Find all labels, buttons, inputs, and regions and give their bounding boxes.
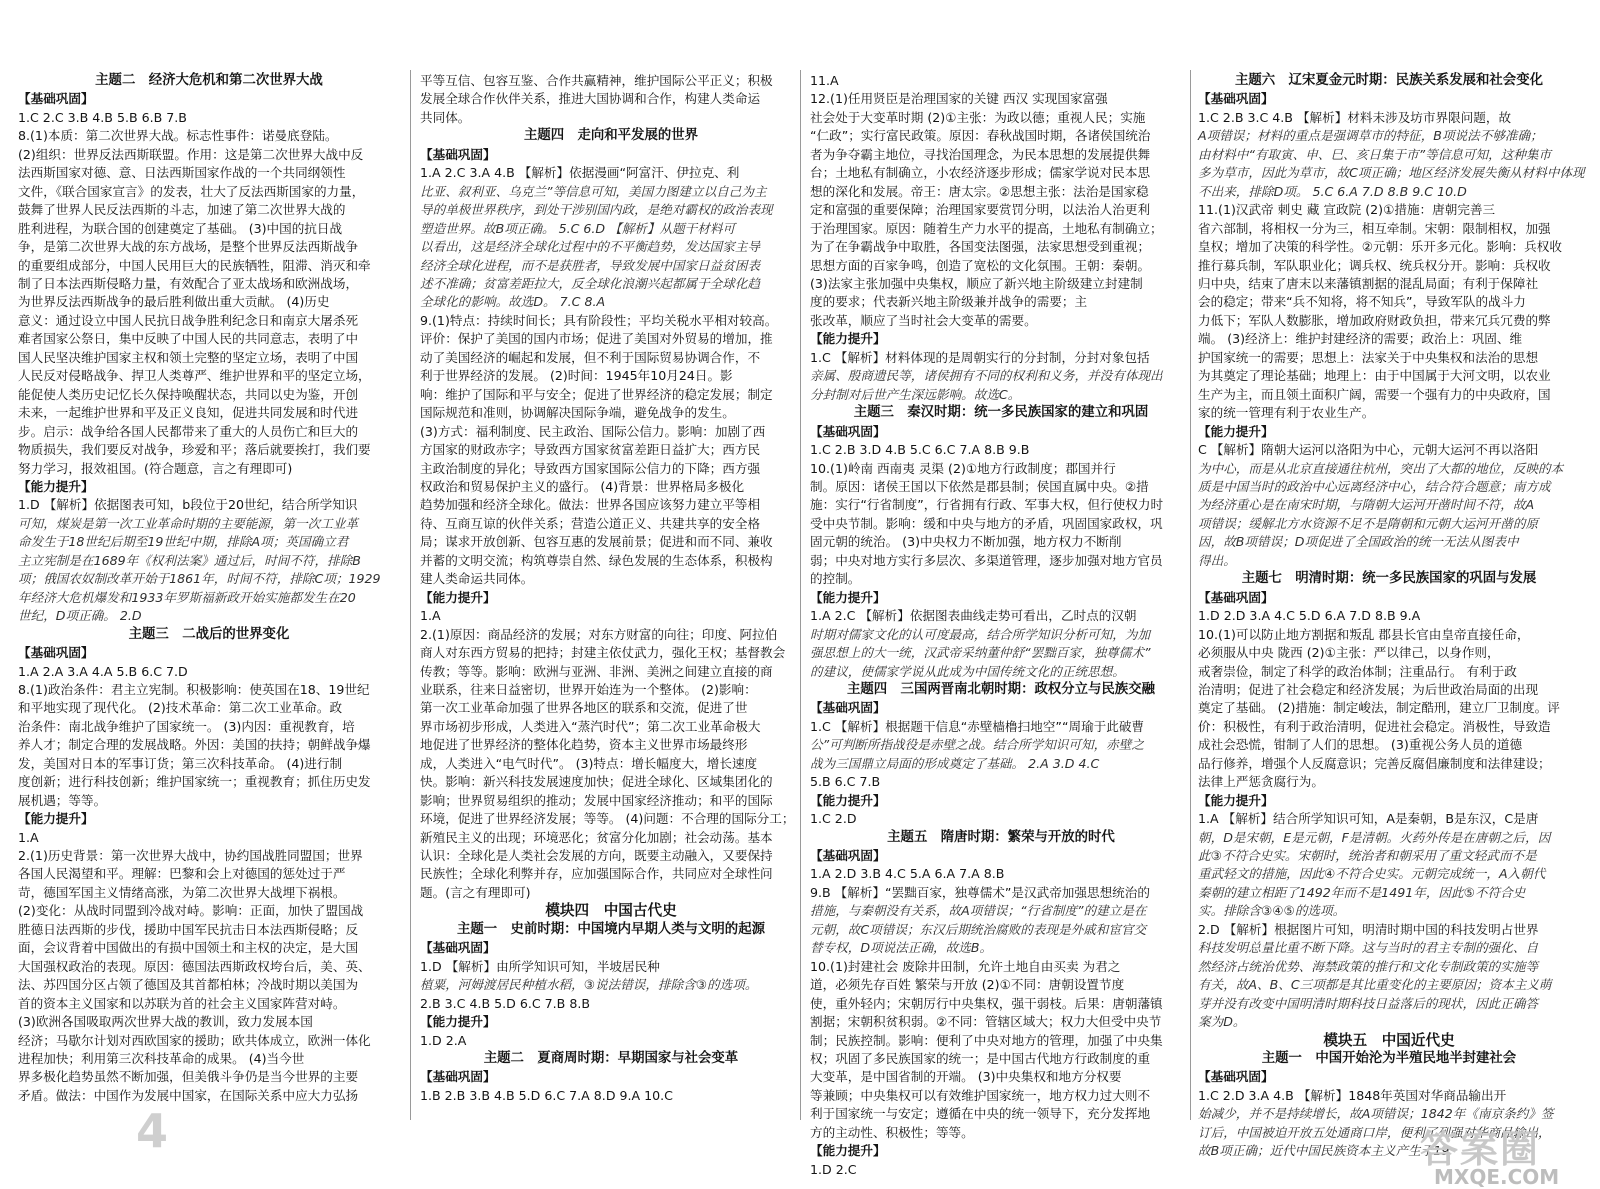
text-line: 重武轻文的措施，因此④不符合史实。元朝完成统一，A入朝代 <box>1198 866 1546 882</box>
text-line: 分封制对后世产生深远影响。故选C。 <box>810 386 1021 402</box>
text-line: 秦朝的建立相距了1492年而不是1491年，因此⑤不符合史 <box>1198 884 1526 900</box>
text-line: 题。(言之有理即可) <box>420 884 531 900</box>
text-line: 文件，《联合国家宣言》的发表，壮大了反法西斯国家的力量， <box>18 183 365 199</box>
text-line: 方国家的财政赤字；导致西方国家贫富差距日益扩大；西方民 <box>420 442 761 458</box>
section-title: 主题二 经济大危机和第二次世界大战 <box>95 73 323 88</box>
page-number: 4 <box>136 1104 169 1158</box>
text-line: 因，故B项错误；D项促进了全国政治的统一无法从图表中 <box>1198 534 1519 550</box>
text-line: 能促使人类历史记忆长久保持唤醒状态，共同以史为鉴，开创 <box>18 386 359 402</box>
text-line: 台；土地私有制确立，小农经济逐步形成；儒家学说对民本思 <box>810 165 1151 181</box>
text-line: 1.C 2.D <box>810 811 857 827</box>
subsection-label: 【能力提升】 <box>810 331 886 347</box>
text-line: 治清明；促进了社会稳定和经济发展；为后世政治局面的出现 <box>1198 681 1539 697</box>
text-line: 科技发明总量比重不断下降。这与当时的君主专制的强化、自 <box>1198 940 1539 956</box>
text-line: 1.D 【解析】依据图表可知，b段位于20世纪，结合所学知识 <box>18 497 358 513</box>
text-line: 建人类命运共同体。 <box>420 571 534 587</box>
text-line: 环境，促进了世界经济发展；等等。 (4)问题：不合理的国际分工； <box>420 811 795 827</box>
section-title: 主题五 隋唐时期：繁荣与开放的时代 <box>887 829 1115 845</box>
subsection-label: 【能力提升】 <box>18 811 94 827</box>
text-line: 第一次工业革命加强了世界各地区的联系和交流，促进了世 <box>420 700 748 716</box>
text-line: 9.(1)特点：持续时间长；具有阶段性；平均关税水平相对较高。 <box>420 312 778 328</box>
subsection-label: 【能力提升】 <box>18 478 94 494</box>
text-line: 实。排除含③④⑤的选项。 <box>1198 903 1346 919</box>
subsection-label: 【基础巩固】 <box>1198 589 1274 605</box>
text-line: 塑造世界。故B项正确。 5.C 6.D 【解析】从题干材料可 <box>420 220 736 236</box>
text-line: 矛盾。做法：中国作为发展中国家，在国际关系中应大力弘扬 <box>18 1087 359 1103</box>
text-line: (3)法家主张加强中央集权，顺应了新兴地主阶级建立封建制 <box>810 275 1143 291</box>
text-line: 1.C 2.B 3.D 4.B 5.C 6.C 7.A 8.B 9.B <box>810 442 1030 458</box>
subsection-label: 【能力提升】 <box>810 792 886 808</box>
text-line: 2.(1)原因：商品经济的发展；对东方财富的向往；印度、阿拉伯 <box>420 626 778 642</box>
text-line: 共同体。 <box>420 109 471 125</box>
text-line: 导的单极世界秩序，到处干涉别国内政，是绝对霸权的政治表现 <box>420 202 773 218</box>
text-line: 首的资本主义国家和以苏联为首的社会主义国家阵营对峙。 <box>18 995 346 1011</box>
text-line: 弱；中央对地方实行多层次、多渠道管理，逐步加强对地方官员 <box>810 552 1163 568</box>
text-line: 1.A 【解析】结合所学知识可知，A是秦朝，B是东汉，C是唐 <box>1198 811 1539 827</box>
text-line: 和平地实现了现代化。 (2)技术革命：第二次工业革命。政 <box>18 700 343 716</box>
section-title: 主题四 走向和平发展的世界 <box>523 128 699 144</box>
text-line: 世纪，D项正确。 2.D <box>18 608 142 624</box>
module-title: 模块五 中国近代史 <box>1323 1031 1455 1049</box>
text-line: 9.B 【解析】“罢黜百家，独尊儒术”是汉武帝加强思想统治的 <box>810 884 1150 900</box>
text-line: 经济；马歇尔计划对西欧国家的援助；欧共体成立，欧洲一体化 <box>18 1032 371 1048</box>
text-line: 成，人类进入“电气时代”。 (3)特点：增长幅度大，增长速度 <box>420 755 758 771</box>
section-title: 主题一 史前时期：中国境内早期人类与文明的起源 <box>457 921 765 937</box>
text-line: 民族性；全球化利弊并存，应加强国际合作，共同应对全球性问 <box>420 866 773 882</box>
section-title: 主题二 夏商周时期：早期国家与社会变革 <box>483 1051 739 1067</box>
text-line: 并蓄的文明交流；构筑尊崇自然、绿色发展的生态体系，积极构 <box>420 552 773 568</box>
text-line: 1.C 2.B 3.C 4.B 【解析】材料未涉及坊市界限问题，故 <box>1198 109 1512 125</box>
text-line: 8.(1)政治条件：君主立宪制。积极影响：使英国在18、19世纪 <box>18 681 370 697</box>
subsection-label: 【基础巩固】 <box>810 423 886 439</box>
text-line: 胜德日法西斯的步伐，援助中国军民抗击日本法西斯侵略；反 <box>18 921 359 937</box>
text-line: 传教；等等。影响：欧洲与亚洲、非洲、美洲之间建立直接的商 <box>420 663 773 679</box>
text-line: (2)变化：从战时同盟到冷战对峙。影响：正面，加快了盟国战 <box>18 903 364 919</box>
text-line: 1.D 2.A <box>420 1032 467 1048</box>
text-line: C 【解析】隋朝大运河以洛阳为中心，元朝大运河不再以洛阳 <box>1198 442 1539 458</box>
text-line: 1.A <box>420 608 441 624</box>
subsection-label: 【基础巩固】 <box>810 848 886 864</box>
text-line: 1.C 【解析】材料体现的是周朝实行的分封制，分封对象包括 <box>810 349 1150 365</box>
text-line: 生产为主，而且领土面积广阔，需要一个强有力的中央政府，国 <box>1198 386 1551 402</box>
text-line: 1.A 2.C 3.A 4.B 【解析】依据漫画“阿富汗、伊拉克、利 <box>420 165 740 181</box>
text-line: 面，会议背着中国做出的有损中国领土和主权的决定，是大国 <box>18 940 359 956</box>
text-line: 界市场初步形成，人类进入“蒸汽时代”；第二次工业革命极大 <box>420 718 761 734</box>
text-line: 力低下；军队人数膨胀，增加政府财政负担，带来冗兵冗费的弊 <box>1198 312 1551 328</box>
text-line: 争，是第二次世界大战的东方战场，是整个世界反法西斯战争 <box>18 239 359 255</box>
text-line: 订后，中国被迫开放五处通商口岸，便利了列强对华商品输出， <box>1198 1124 1551 1140</box>
text-line: 措施，与秦朝没有关系，故A项错误；“行省制度”的建立是在 <box>810 903 1147 919</box>
text-line: 经济全球化进程，而不是获胜者，导致发展中国家日益贫困表 <box>420 257 761 273</box>
text-line: 利于国家统一与安定；遵循在中央的统一领导下，充分发挥地 <box>810 1106 1151 1122</box>
text-line: 展机遇；等等。 <box>18 792 107 808</box>
text-line: 国际规范和准则，协调解决国际争端，避免战争的发生。 <box>420 405 735 421</box>
text-line: 1.A 2.C 【解析】依据图表曲线走势可看出，乙时点的汉朝 <box>810 608 1137 624</box>
text-line: 芽并没有改变中国明清时期科技日益落后的现状，因此正确答 <box>1198 995 1539 1011</box>
text-line: 进程加快；利用第三次科技革命的成果。 (4)当今世 <box>18 1051 305 1067</box>
text-line: 快。影响：新兴科技发展速度加快；促进全球化、区域集团化的 <box>420 774 773 790</box>
section-title: 主题四 三国两晋南北朝时期：政权分立与民族交融 <box>847 681 1155 697</box>
text-line: 的重要组成部分，中国人民用巨大的民族牺牲，阻滞、消灭和牵 <box>18 257 371 273</box>
text-line: 人民反对侵略战争、捍卫人类尊严、维护世界和平的坚定立场， <box>18 368 371 384</box>
text-line: 1.D 2.D 3.A 4.C 5.D 6.A 7.D 8.B 9.A <box>1198 608 1421 624</box>
text-line: 必须服从中央 陇西 (2)①主张：严以律己，以身作则， <box>1198 645 1500 661</box>
text-line: 受中央节制。影响：缓和中央与地方的矛盾，巩固国家政权，巩 <box>810 515 1163 531</box>
text-line: 各国人民渴望和平。理解：巴黎和会上对德国的惩处过于严 <box>18 866 346 882</box>
watermark-url: MXQE.COM <box>1434 1165 1560 1189</box>
text-line: 有关，故A、B、C三项都是其比重变化的主要原因；资本主义萌 <box>1198 977 1552 993</box>
text-line: 趋势加强和经济全球化。做法：世界各国应该努力建立平等相 <box>420 497 761 513</box>
text-line: 然经济占统治优势、海禁政策的推行和文化专制政策的实施等 <box>1198 958 1539 974</box>
text-line: 者为争夺霸主地位，寻找治国理念，为民本思想的发展提供舞 <box>810 146 1151 162</box>
text-line: 度的要求；代表新兴地主阶级兼并战争的需要；主 <box>810 294 1088 310</box>
text-line: 推行募兵制，军队职业化；调兵权、统兵权分开。影响：兵权收 <box>1198 257 1551 273</box>
module-title: 模块四 中国古代史 <box>545 902 677 920</box>
text-line: 战为三国鼎立局面的形成奠定了基础。 2.A 3.D 4.C <box>810 755 1100 771</box>
text-line: 影响；世界贸易组织的推动；发展中国家经济推动；和平的国际 <box>420 792 773 808</box>
subsection-label: 【能力提升】 <box>810 1143 886 1159</box>
text-line: 为其奠定了理论基础；地理上：由于中国属于大河文明，以农业 <box>1198 368 1551 384</box>
subsection-label: 【基础巩固】 <box>1198 1069 1274 1085</box>
text-line: (3)欧洲各国吸取两次世界大战的教训，致力发展本国 <box>18 1014 313 1030</box>
text-line: 想的深化和发展。帝王：唐太宗。②思想主张：法治是国家稳 <box>810 183 1149 199</box>
text-line: 得出。 <box>1198 552 1236 568</box>
text-line: 物质损失，我们要反对战争，珍爱和平；落后就要挨打，我们要 <box>18 442 371 458</box>
text-line: 故B项正确；近代中国民族资本主义产生于19 <box>1198 1143 1450 1159</box>
subsection-label: 【能力提升】 <box>810 589 886 605</box>
text-line: 业联系，往来日益密切，世界开始连为一个整体。 (2)影响： <box>420 681 757 697</box>
text-line: 平等互信、包容互鉴、合作共赢精神，维护国际公平正义；积极 <box>420 73 773 88</box>
text-line: 养人才；制定合理的发展战略。外因：美国的扶持；朝鲜战争爆 <box>18 737 371 753</box>
text-line: 不出来，排除D项。 5.C 6.A 7.D 8.B 9.C 10.D <box>1198 183 1467 199</box>
text-line: 固元朝的统治。 (3)中央权力不断加强，地方权力不断削 <box>810 534 1122 550</box>
text-line: 为了在争霸战争中取胜，各国变法图强，法家思想受到重视； <box>810 239 1151 255</box>
text-line: 时期对儒家文化的认可度最高，结合所学知识分析可知，为加 <box>810 626 1151 642</box>
text-line: 发，美国对日本的军事订货；第三次科技革命。 (4)进行制 <box>18 755 343 771</box>
text-line: 法西斯国家对德、意、日法西斯国家作战的一个共同纲领性 <box>18 165 346 181</box>
subsection-label: 【基础巩固】 <box>810 700 886 716</box>
text-line: 朝，D是宋朝，E是元朝，F是清朝。火药外传是在唐朝之后，因 <box>1198 829 1551 845</box>
text-line: 始减少，并不是持续增长，故A项错误；1842年《南京条约》签 <box>1198 1106 1554 1122</box>
text-line: 法、苏四国分区占领了德国及其首都柏林；冷战时期以美国为 <box>18 977 359 993</box>
text-line: 方的主动性、积极性；等等。 <box>810 1124 974 1140</box>
text-line: 公”可判断所指战役是赤壁之战。结合所学知识可知，赤壁之 <box>810 737 1144 753</box>
text-line: 制。原因：诸侯王国以下依然是郡县制；侯国直属中央。②措 <box>810 478 1149 494</box>
text-line: 努力学习，报效祖国。(符合题意，言之有理即可) <box>18 460 293 476</box>
text-line: 待、互商互谅的伙伴关系；营造公道正义、共建共享的安全格 <box>420 515 761 531</box>
subsection-label: 【基础巩固】 <box>420 940 496 956</box>
text-line: 思想方面的百家争鸣，创造了宽松的文化氛围。王朝：秦朝。 <box>810 257 1151 273</box>
subsection-label: 【能力提升】 <box>1198 423 1274 439</box>
text-line: 2.B 3.C 4.B 5.D 6.C 7.B 8.B <box>420 995 590 1011</box>
text-line: 主政治制度的异化；导致西方国家国际公信力的下降；西方强 <box>420 460 761 476</box>
text-line: 比亚、叙利亚、乌克兰”等信息可知，美国力图建立以自己为主 <box>420 183 767 199</box>
text-line: 主立宪制是在1689年《权利法案》通过后，时间不符，排除B <box>18 552 361 568</box>
subsection-label: 【能力提升】 <box>420 589 496 605</box>
text-line: 的建议，使儒家学说从此成为中国传统文化的正统思想。 <box>810 663 1125 679</box>
text-line: 评价：保护了美国的国内市场；促进了美国对外贸易的增加，推 <box>420 331 773 347</box>
text-line: 道，必须先存百姓 繁荣与开放 (2)①不同：唐朝设置节度 <box>810 977 1125 993</box>
subsection-label: 【能力提升】 <box>1198 792 1274 808</box>
text-line: 元朝，故C项错误；东汉后期统治腐败的表现是外戚和宦官交 <box>810 921 1147 937</box>
text-line: 质是中国当时的政治中心远离经济中心，结合符合题意；南方成 <box>1198 478 1551 494</box>
section-title: 主题三 二战后的世界变化 <box>128 626 290 642</box>
text-line: 法律上严惩贪腐行为。 <box>1198 774 1324 790</box>
text-line: 案为D。 <box>1198 1014 1246 1030</box>
text-line: A项错误；材料的重点是强调草市的特征，B项说法不够准确； <box>1198 128 1543 144</box>
text-line: 局；谋求开放创新、包容互惠的发展前景；促进和而不同、兼收 <box>420 534 773 550</box>
subsection-label: 【基础巩固】 <box>1198 91 1274 107</box>
text-line: 未来，一起维护世界和平及正义良知，促进共同发展和时代进 <box>18 405 359 421</box>
text-line: 1.B 2.B 3.B 4.B 5.D 6.C 7.A 8.D 9.A 10.C <box>420 1087 673 1103</box>
text-line: 省六部制，将相权一分为三，相互牵制。宋朝：限制相权，加强 <box>1198 220 1551 236</box>
text-line: 制；民族控制。影响：便利了中央对地方的管理，加强了中央集 <box>810 1032 1163 1048</box>
text-line: 1.C 2.C 3.B 4.B 5.B 6.B 7.B <box>18 109 187 125</box>
section-title: 主题三 秦汉时期：统一多民族国家的建立和巩固 <box>853 405 1149 421</box>
text-line: 归中央，结束了唐末以来藩镇割据的混乱局面；有利于保障社 <box>1198 275 1539 291</box>
text-line: 认识：全球化是人类社会发展的方向，既要主动融入，又要保持 <box>420 848 773 864</box>
text-line: 治条件：南北战争维护了国家统一。 (3)内因：重视教育，培 <box>18 718 355 734</box>
text-line: 新殖民主义的出现；环境恶化；贫富分化加剧；社会动荡。基本 <box>420 829 773 845</box>
text-line: 11.A <box>810 73 839 88</box>
text-column-1 <box>18 72 400 1112</box>
text-line: 奠定了基础。 (2)措施：制定峻法，制定酷刑，建立厂卫制度。评 <box>1198 700 1560 716</box>
subsection-label: 【能力提升】 <box>420 1014 496 1030</box>
text-line: 大国强权政治的表现。原因：德国法西斯政权垮台后，美、英、 <box>18 958 371 974</box>
text-column-3 <box>810 72 1192 1177</box>
text-line: 动了美国经济的崛起和发展，但不利于国际贸易协调合作，不 <box>420 349 761 365</box>
text-line: 1.A 2.A 3.A 4.A 5.B 6.C 7.D <box>18 663 188 679</box>
column-divider <box>410 70 411 1120</box>
text-line: 植粟，河姆渡居民种植水稻，③说法错误，排除含③的选项。 <box>420 977 758 993</box>
text-line: 的控制。 <box>810 571 861 587</box>
text-line: 张改革，顺应了当时社会大变革的需要。 <box>810 312 1037 328</box>
text-line: 12.(1)任用贤臣是治理国家的关键 西汉 实现国家富强 <box>810 91 1108 107</box>
text-line: 护国家统一的需要；思想上：法家关于中央集权和法治的思想 <box>1198 349 1539 365</box>
text-line: 使，重外轻内；宋朝厉行中央集权，强干弱枝。后果：唐朝藩镇 <box>810 995 1163 1011</box>
text-line: 响：维护了国际和平与安全；促进了世界经济的稳定发展；制定 <box>420 386 773 402</box>
text-line: (3)方式：福利制度、民主政治、国际公信力。影响：加剧了西 <box>420 423 766 439</box>
watermark-logo <box>1420 1118 1600 1189</box>
text-line: 意义：通过设立中国人民抗日战争胜利纪念日和南京大屠杀死 <box>18 312 359 328</box>
text-line: 由材料中“有取寅、申、巳、亥日集于市”等信息可知，这种集市 <box>1198 146 1552 162</box>
text-line: 10.(1)岭南 西南夷 灵渠 (2)①地方行政制度；郡国并行 <box>810 460 1116 476</box>
text-line: 8.(1)本质：第二次世界大战。标志性事件：诺曼底登陆。 <box>18 128 338 144</box>
text-line: 度创新；进行科技创新；维护国家统一；重视教育；抓住历史发 <box>18 774 371 790</box>
text-line: 家的统一管理有利于农业生产。 <box>1198 405 1375 421</box>
text-line: 亲属、殷商遗民等，诸侯拥有不同的权利和义务，并没有体现出 <box>810 368 1163 384</box>
text-line: 为中心，而是从北京直接通往杭州，突出了大都的地位，反映的本 <box>1198 460 1564 476</box>
subsection-label: 【基础巩固】 <box>420 1069 496 1085</box>
subsection-label: 【基础巩固】 <box>420 146 496 162</box>
section-title: 主题一 中国开始沦为半殖民地半封建社会 <box>1261 1051 1517 1067</box>
text-line: 品行修养，增强个人反腐意识；完善反腐倡廉制度和法律建设； <box>1198 755 1551 771</box>
text-line: 可知，煤炭是第一次工业革命时期的主要能源，第一次工业革 <box>18 515 359 531</box>
text-line: 商人对东西方贸易的把持；封建主依仗武力，强化王权；基督教会 <box>420 645 786 661</box>
text-line: 权政治和贸易保护主义的盛行。 (4)背景：世界格局多极化 <box>420 478 745 494</box>
text-line: 权；巩固了多民族国家的统一；是中国古代地方行政制度的重 <box>810 1051 1151 1067</box>
text-line: 大变革，是中国省制的开端。 (3)中央集权和地方分权要 <box>810 1069 1122 1085</box>
text-line: 胜利进程，为联合国的创建奠定了基础。 (3)中国的抗日战 <box>18 220 343 236</box>
text-line: 步。启示：战争给各国人民都带来了重大的人员伤亡和巨大的 <box>18 423 359 439</box>
text-line: 制了日本法西斯侵略力量，有效配合了亚太战场和欧洲战场， <box>18 275 359 291</box>
text-line: 1.D 2.C <box>810 1161 857 1177</box>
text-line: 2.(1)历史背景：第一次世界大战中，协约国战胜同盟国；世界 <box>18 848 363 864</box>
text-line: 价：积极性，有利于政治清明，促进社会稳定。消极性，导致造 <box>1198 718 1551 734</box>
text-column-2 <box>420 72 802 1112</box>
text-line: 1.A 2.D 3.B 4.C 5.A 6.A 7.A 8.B <box>810 866 1005 882</box>
text-line: 项错误；缓解北方水资源不足不是隋朝和元朝大运河开凿的原 <box>1198 515 1539 531</box>
text-line: 多为草市，因此为草市，故C项正确；地区经济发展失衡从材料中体现 <box>1198 165 1585 181</box>
subsection-label: 【基础巩固】 <box>18 91 94 107</box>
text-line: “仁政”；实行富民政策。原因：春秋战国时期，各诸侯国统治 <box>810 128 1151 144</box>
text-line: 强思想上的大一统，汉武帝采纳董仲舒“罢黜百家，独尊儒术” <box>810 645 1151 661</box>
text-line: 地促进了世界经济的整体化趋势，资本主义世界市场最终形 <box>420 737 748 753</box>
text-line: 端。 (3)经济上：维护封建经济的需要；政治上：巩固、维 <box>1198 331 1523 347</box>
text-line: 项；俄国农奴制改革开始于1861年，时间不符，排除C项；1929 <box>18 571 381 587</box>
text-line: 会的稳定；带来“兵不知将，将不知兵”，导致军队的战斗力 <box>1198 294 1526 310</box>
text-line: 1.A <box>18 829 39 845</box>
text-line: 难者国家公祭日，集中反映了中国人民的共同意志，表明了中 <box>18 331 359 347</box>
text-line: 替专权，D项说法正确，故选B。 <box>810 940 993 956</box>
text-line: (2)组织：世界反法西斯联盟。作用：这是第二次世界大战中反 <box>18 146 364 162</box>
text-line: 发展全球合作伙伴关系，推进大国协调和合作，构建人类命运 <box>420 91 761 107</box>
watermark-logo-text: 答案圈 <box>1420 1127 1541 1171</box>
text-line: 命发生于18世纪后期至19世纪中期，排除A项；英国确立君 <box>18 534 349 550</box>
text-line: 于治理国家。原因：随着生产力水平的提高，土地私有制确立； <box>810 220 1163 236</box>
text-line: 1.D 【解析】由所学知识可知，半坡居民种 <box>420 958 660 974</box>
text-line: 鼓舞了世界人民反法西斯的斗志，加速了第二次世界大战的 <box>18 202 346 218</box>
section-title: 主题七 明清时期：统一多民族国家的巩固与发展 <box>1241 571 1537 587</box>
text-line: 2.D 【解析】根据图片可知，明清时期中国的科技发明占世界 <box>1198 921 1539 937</box>
text-line: 苛，德国军国主义情绪高涨，为第二次世界大战埋下祸根。 <box>18 884 346 900</box>
text-line: 以看出，这是经济全球化过程中的不平衡趋势，发达国家主导 <box>420 239 761 255</box>
text-line: 年经济大危机爆发和1933年罗斯福新政开始实施都发生在20 <box>18 589 356 605</box>
text-line: 述不准确；贫富差距拉大，反全球化浪潮兴起都属于全球化趋 <box>420 275 761 291</box>
text-line: 为世界反法西斯战争的最后胜利做出重大贡献。 (4)历史 <box>18 294 330 310</box>
text-line: 定和富强的重要保障；治理国家要赏罚分明，以法治人治更利 <box>810 202 1151 218</box>
text-line: 戒奢崇俭，制定了科学的政治体制；注重品行。 有利于政 <box>1198 663 1517 679</box>
text-line: 1.C 【解析】根据题干信息“赤壁樯橹扫地空”“周瑜于此破曹 <box>810 718 1145 734</box>
text-line: 界多极化趋势虽然不断加强，但美俄斗争仍是当今世界的主要 <box>18 1069 359 1085</box>
text-line: 10.(1)封建社会 废除井田制，允许土地自由买卖 为君之 <box>810 958 1121 974</box>
text-line: 11.(1)汉武帝 刺史 藏 宣政院 (2)①措施：唐朝完善三 <box>1198 202 1496 218</box>
text-line: 成社会恐慌，钳制了人们的思想。 (3)重视公务人员的道德 <box>1198 737 1523 753</box>
text-line: 5.B 6.C 7.B <box>810 774 881 790</box>
text-line: 皇权；增加了决策的科学性。②元朝：乐开多元化。影响：兵权收 <box>1198 239 1562 255</box>
text-line: 此③不符合史实。宋朝时，统治者和朝采用了重文轻武而不是 <box>1198 848 1537 864</box>
text-line: 社会处于大变革时期 (2)①主张：为政以德；重视人民；实施 <box>810 109 1146 125</box>
text-line: 割据；宋朝积贫积弱。②不同：管辖区域大；权力大但受中央节 <box>810 1014 1162 1030</box>
text-line: 为经济重心是在南宋时期，与隋朝大运河开凿时间不符，故A <box>1198 497 1535 513</box>
text-line: 施：实行“行省制度”，行省拥有行政、军事大权，但行使权力时 <box>810 497 1164 513</box>
text-line: 等兼顾；中央集权可以有效维护国家统一，地方权力过大则不 <box>810 1087 1151 1103</box>
text-line: 10.(1)可以防止地方割据和叛乱 郡县长官由皇帝直接任命， <box>1198 626 1530 642</box>
section-title: 主题六 辽宋夏金元时期：民族关系发展和社会变化 <box>1235 73 1543 88</box>
text-line: 全球化的影响。故选D。 7.C 8.A <box>420 294 606 310</box>
subsection-label: 【基础巩固】 <box>18 645 94 661</box>
text-line: 国人民坚决维护国家主权和领土完整的坚定立场，表明了中国 <box>18 349 359 365</box>
text-line: 利于世界经济的发展。 (2)时间：1945年10月24日。影 <box>420 368 733 384</box>
text-line: 1.C 2.D 3.A 4.B 【解析】1848年英国对华商品输出开 <box>1198 1087 1507 1103</box>
